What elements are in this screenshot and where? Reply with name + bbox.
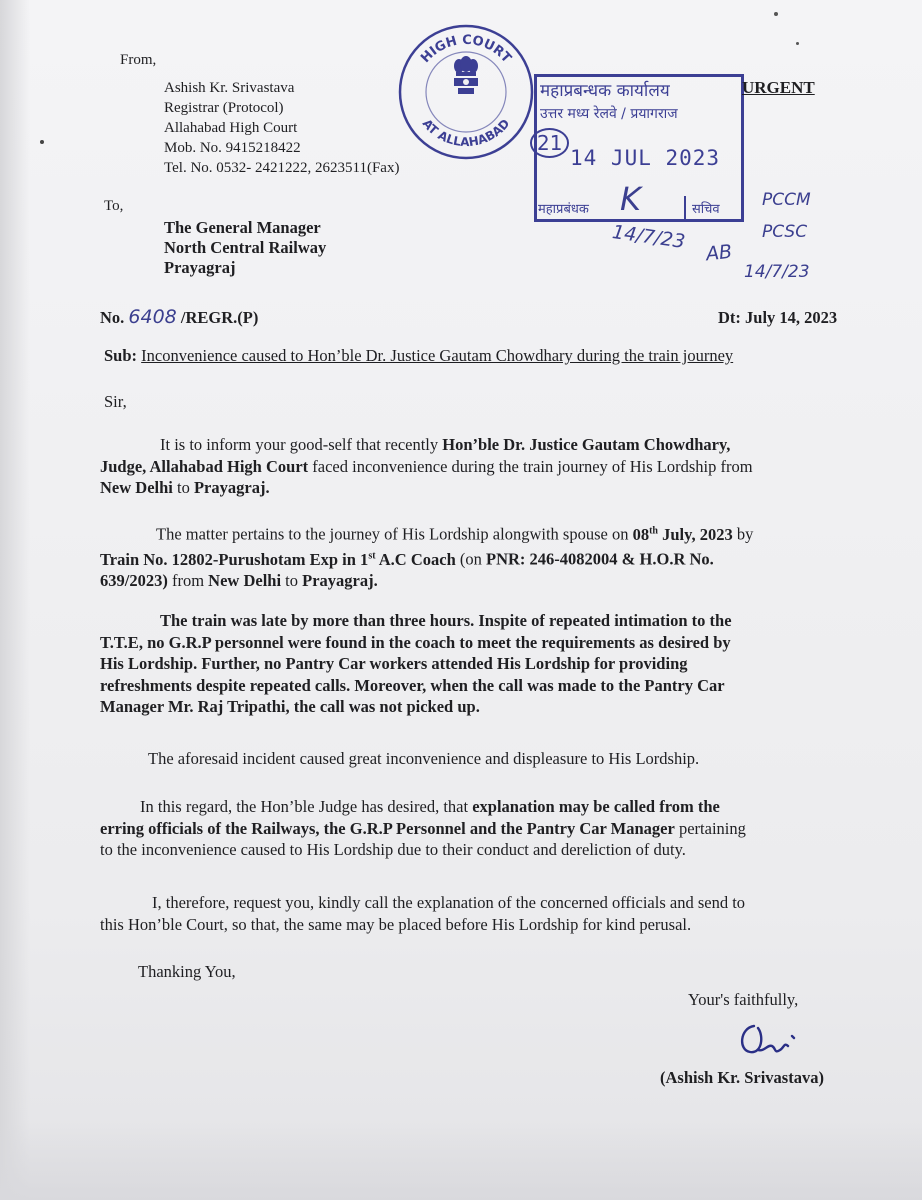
seal-bottom-text: AT ALLAHABAD xyxy=(419,116,513,150)
speck-right xyxy=(774,12,778,16)
recipient-address xyxy=(164,218,326,278)
paper-edge-shadow xyxy=(0,0,30,1200)
hand-pccm: PCCM xyxy=(762,190,811,210)
high-court-seal xyxy=(396,22,536,162)
seal-top-text: HIGH COURT xyxy=(418,32,514,67)
reference-line xyxy=(100,306,258,328)
hand-initials: AB xyxy=(704,240,734,266)
recipient-city: Prayagraj xyxy=(164,258,236,277)
from-label: From, xyxy=(120,52,157,68)
stamp-number: 21 xyxy=(530,128,569,158)
closing-text: Thanking You, xyxy=(138,962,236,981)
to-label: To, xyxy=(104,198,124,214)
stamp-office: महाप्रबन्धक कार्यालय xyxy=(540,81,670,101)
urgent-label: URGENT xyxy=(742,78,815,97)
stamp-secretary: सचिव xyxy=(692,202,720,217)
subject-text: Inconvenience caused to Hon’ble Dr. Justice Gautam Chowdhary during the train journey xyxy=(141,346,734,365)
paragraph-6: I, therefore, request you, kindly call the explanation of the concerned officials and send to this Hon’ble Court, so that, the same may be placed before His Lordship for kind perusal. xyxy=(100,893,746,934)
stamp-divider xyxy=(684,196,686,220)
stamp-railway: उत्तर मध्य रेलवे / प्रयागराज xyxy=(540,106,678,122)
hand-date-1: 14/7/23 xyxy=(610,221,687,253)
speck-left xyxy=(40,140,44,144)
stamp-gm: महाप्रबंधक xyxy=(538,202,589,217)
speck-right-2 xyxy=(796,42,799,45)
svg-text:AT ALLAHABAD xyxy=(420,116,513,149)
sender-name: Ashish Kr. Srivastava xyxy=(164,80,295,96)
stamp-date: 14 JUL 2023 xyxy=(570,146,721,170)
paragraph-4: The aforesaid incident caused great inconvenience and displeasure to His Lordship. xyxy=(148,749,700,768)
ref-number: 6408 xyxy=(128,306,177,328)
sender-designation: Registrar (Protocol) xyxy=(164,100,284,116)
subject-label: Sub: xyxy=(104,346,138,365)
stamp-gm-initial: K xyxy=(620,180,641,218)
sender-telephone: Tel. No. 0532- 2421222, 2623511(Fax) xyxy=(164,160,400,176)
letter-date: Dt: July 14, 2023 xyxy=(718,308,838,327)
paragraph-5: In this regard, the Hon’ble Judge has desired, that explanation may be called from the erring officials of the Railways, the G.R.P Personnel and the Pantry Car Manager pertaining to the inconvenience caused to His Lordship due to their conduct and dereliction of duty. xyxy=(100,797,746,859)
bottom-shading xyxy=(0,1120,922,1200)
signature-mark xyxy=(732,1016,812,1066)
sender-address xyxy=(164,78,399,178)
signoff-text: Your's faithfully, xyxy=(688,990,799,1009)
subject-line xyxy=(104,346,733,366)
signatory-name: (Ashish Kr. Srivastava) xyxy=(660,1068,824,1087)
hand-pcsc: PCSC xyxy=(762,222,808,242)
paragraph-2: The matter pertains to the journey of His Lordship alongwith spouse on 08th July, 2023 by Train No. 12802-Purushotam Exp in 1st A.C Coach (on PNR: 246-4082004 & H.O.R No. 639/2023) from New Delhi to Prayagraj. xyxy=(100,524,754,590)
emblem-icon xyxy=(454,56,478,94)
recipient-org: North Central Railway xyxy=(164,238,327,257)
hand-date-2: 14/7/23 xyxy=(744,262,810,282)
sender-office: Allahabad High Court xyxy=(164,120,298,136)
recipient-title: The General Manager xyxy=(164,218,321,237)
salutation: Sir, xyxy=(104,392,127,411)
paragraph-1: It is to inform your good-self that recently Hon’ble Dr. Justice Gautam Chowdhary, Judge, Allahabad High Court faced inconvenience during the train journey of His Lordship from New Delhi to Prayagraj. xyxy=(100,435,753,497)
paragraph-3: The train was late by more than three hours. Inspite of repeated intimation to the T.T.E, no G.R.P personnel were found in the coach to meet the requirements as desired by His Lordship. Further, no Pantry Car workers attended His Lordship for providing refreshments despite repeated calls. Moreover, when the call was made to the Pantry Car Manager Mr. Raj Tripathi, the call was not picked up. xyxy=(100,611,732,716)
ref-prefix: No. xyxy=(100,308,125,327)
ref-suffix: /REGR.(P) xyxy=(180,308,259,327)
sender-mobile: Mob. No. 9415218422 xyxy=(164,140,301,156)
